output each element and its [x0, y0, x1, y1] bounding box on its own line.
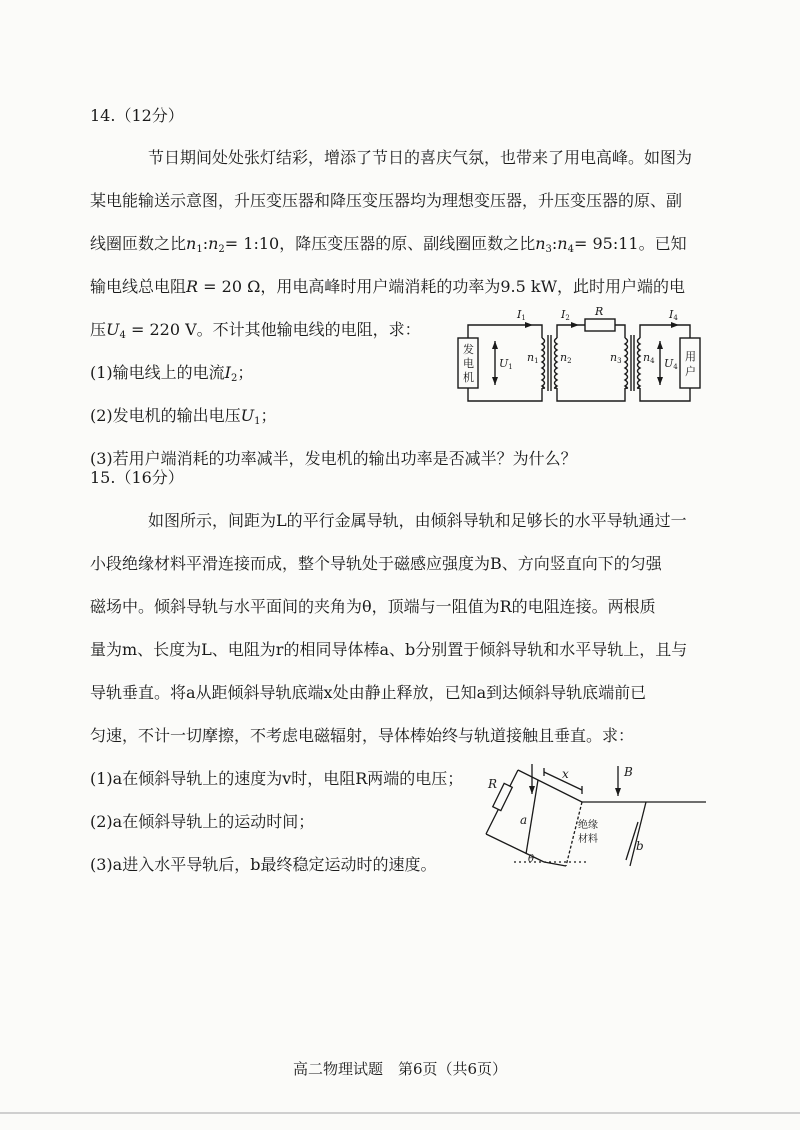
q15-subquestion-2: (2)a在倾斜导轨上的运动时间； [90, 812, 315, 831]
q14-paragraph-line-1: 节日期间处处张灯结彩，增添了节日的喜庆气氛，也带来了用电高峰。如图为 [148, 148, 693, 167]
q14-text: = 20 Ω，用电高峰时用户端消耗的功率为9.5 kW，此时用户端的电 [198, 277, 686, 296]
svg-text:U1: U1 [499, 357, 513, 371]
label-I2: I [561, 308, 566, 321]
label-R: R [488, 777, 498, 791]
q14-text: = 220 V。不计其他输电线的电阻，求： [125, 320, 421, 339]
q14-paragraph-line-5: 压$U_4 = 220$ V。不计其他输电线的电阻，求： [90, 320, 421, 341]
generator-label-3: 机 [463, 371, 474, 384]
power-transmission-diagram [455, 305, 705, 415]
q14-paragraph-line-3: 线圈匝数之比$n_1:n_2=$ 1:10，降压变压器的原、副线圈匝数之比$n_3:n_4=$ 95:11。已知 [90, 234, 687, 255]
label-n1: n [527, 351, 535, 364]
label-theta: θ [528, 854, 535, 865]
q15-paragraph-line-4: 量为m、长度为L、电阻为r的相同导体棒a、b分别置于倾斜导轨和水平导轨上，且与 [90, 640, 688, 659]
q15-paragraph-line-6: 匀速，不计一切摩擦，不考虑电磁辐射，导体棒始终与轨道接触且垂直。求： [90, 726, 635, 745]
q14-sub2-text: (2)发电机的输出电压 [90, 406, 241, 425]
label-b: b [636, 839, 644, 853]
bottom-divider [0, 1112, 800, 1114]
q14-text: 压 [90, 320, 107, 339]
q14-text: 线圈匝数之比 [90, 234, 187, 253]
user-label-2: 户 [685, 365, 696, 378]
label-n3: n [610, 351, 618, 364]
svg-text:n3: n3 [610, 351, 622, 365]
q14-ratio-text-2: = 95:11。已知 [573, 234, 687, 253]
label-B: B [624, 765, 633, 779]
q15-paragraph-line-2: 小段绝缘材料平滑连接而成，整个导轨处于磁感应强度为B、方向竖直向下的匀强 [90, 554, 662, 573]
page-footer: 高二物理试题 第6页（共6页） [292, 1060, 508, 1078]
q15-subquestion-1: (1)a在倾斜导轨上的速度为v时，电阻R两端的电压； [90, 769, 464, 788]
q14-text: 输电线总电阻 [90, 277, 187, 296]
label-a: a [520, 813, 528, 827]
q14-sub1-text: (1)输电线上的电流 [90, 363, 225, 382]
generator-label-2: 电 [463, 357, 474, 370]
q14-header: 14.（12分） [90, 106, 184, 125]
q14-subquestion-1: (1)输电线上的电流$I_2$； [90, 363, 254, 384]
label-U4: U [664, 357, 674, 370]
label-I1: I [517, 308, 522, 321]
generator-label-1: 发 [463, 343, 474, 356]
q15-paragraph-line-1: 如图所示，间距为L的平行金属导轨，由倾斜导轨和足够长的水平导轨通过一 [148, 511, 687, 530]
svg-text:n2: n2 [560, 351, 572, 365]
rail-diagram [478, 762, 710, 872]
label-U1: U [499, 357, 509, 370]
svg-text:I2: I2 [561, 308, 570, 322]
q15-paragraph-line-5: 导轨垂直。将a从距倾斜导轨底端x处由静止释放，已知a到达倾斜导轨底端前已 [90, 683, 647, 702]
q15-paragraph-line-3: 磁场中。倾斜导轨与水平面间的夹角为θ，顶端与一阻值为R的电阻连接。两根质 [90, 597, 656, 616]
svg-text:I4: I4 [669, 308, 678, 322]
q14-ratio-text-1: = 1:10，降压变压器的原、副线圈匝数之比 [224, 234, 536, 253]
user-label-1: 用 [685, 350, 696, 363]
label-I4: I [669, 308, 674, 321]
q15-subquestion-3: (3)a进入水平导轨后，b最终稳定运动时的速度。 [90, 855, 437, 874]
svg-text:U4: U4 [664, 357, 678, 371]
svg-text:I1: I1 [517, 308, 526, 322]
label-insulator-1: 绝缘 [578, 820, 598, 831]
label-R: R [595, 305, 604, 318]
label-insulator-2: 材料 [578, 834, 598, 845]
q14-subquestion-3: (3)若用户端消耗的功率减半，发电机的输出功率是否减半？为什么？ [90, 449, 577, 468]
label-x: x [562, 767, 569, 781]
label-n4: n [643, 351, 651, 364]
svg-text:n1: n1 [527, 351, 539, 365]
q14-paragraph-line-2: 某电能输送示意图，升压变压器和降压变压器均为理想变压器，升压变压器的原、副 [90, 191, 683, 210]
q14-paragraph-line-4: 输电线总电阻R = 20 Ω，用电高峰时用户端消耗的功率为9.5 kW，此时用户端的电 [90, 277, 686, 296]
q15-header: 15.（16分） [90, 468, 184, 487]
q14-subquestion-2: (2)发电机的输出电压$U_1$； [90, 406, 277, 427]
svg-text:n4: n4 [643, 351, 655, 365]
label-n2: n [560, 351, 568, 364]
